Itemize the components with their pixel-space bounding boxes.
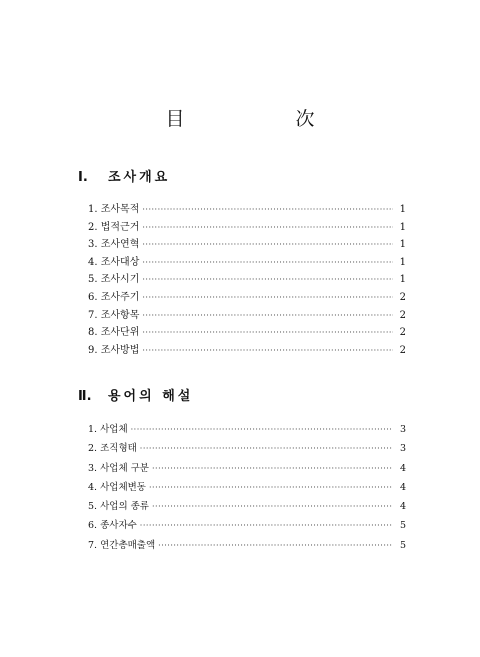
dot-leader: [142, 342, 393, 360]
toc-entry-label: 7. 조사항목: [88, 309, 140, 321]
toc-entry-label: 5. 조사시기: [88, 274, 140, 286]
toc-entry[interactable]: [88, 236, 406, 254]
dot-leader: [140, 516, 393, 535]
toc-entry-page: 3: [399, 424, 406, 435]
dot-leader: [142, 219, 393, 237]
toc-entry-page: 1: [399, 204, 406, 215]
toc-entry[interactable]: [88, 516, 406, 535]
dot-leader: [142, 271, 393, 289]
dot-leader: [142, 307, 393, 325]
toc-entry-label: 1. 사업체: [88, 424, 128, 435]
toc-entry-page: 1: [399, 256, 406, 268]
dot-leader: [140, 439, 393, 458]
section-numeral: Ⅱ.: [78, 389, 92, 404]
toc-entry-page: 4: [399, 462, 406, 474]
toc-entry[interactable]: [88, 271, 406, 289]
toc-list-section-1: [88, 201, 406, 359]
dot-leader: [149, 478, 393, 497]
toc-entry[interactable]: [88, 420, 406, 439]
section-numeral: Ⅰ.: [78, 170, 88, 185]
toc-entry-label: 1. 조사목적: [88, 204, 140, 215]
dot-leader: [131, 420, 393, 439]
toc-entry-label: 3. 사업체 구분: [88, 462, 149, 474]
section-heading-2: [78, 385, 193, 404]
dot-leader: [152, 459, 393, 478]
toc-entry-page: 5: [399, 539, 406, 551]
toc-entry-label: 5. 사업의 종류: [88, 501, 149, 513]
toc-entry-label: 6. 조사주기: [88, 291, 140, 303]
toc-entry-page: 2: [399, 291, 406, 303]
dot-leader: [142, 201, 393, 219]
toc-entry[interactable]: [88, 201, 406, 219]
dot-leader: [152, 497, 393, 516]
toc-entry[interactable]: [88, 289, 406, 307]
section-title: 용어의 해설: [108, 389, 194, 404]
dot-leader: [142, 289, 393, 307]
toc-entry-page: 3: [399, 443, 406, 455]
toc-entry[interactable]: [88, 307, 406, 325]
toc-entry-label: 4. 사업체변동: [88, 481, 146, 493]
toc-entry[interactable]: [88, 219, 406, 237]
toc-entry-label: 2. 법적근거: [88, 221, 140, 233]
toc-entry-label: 8. 조사단위: [88, 327, 140, 339]
dot-leader: [142, 236, 393, 254]
toc-entry-page: 1: [399, 274, 406, 286]
toc-entry-label: 9. 조사방법: [88, 344, 140, 356]
toc-entry-page: 2: [399, 327, 406, 339]
dot-leader: [142, 254, 393, 272]
toc-entry-page: 4: [399, 481, 406, 493]
toc-entry[interactable]: [88, 439, 406, 458]
toc-entry-page: 5: [399, 520, 406, 532]
toc-entry-page: 1: [399, 239, 406, 251]
toc-entry[interactable]: [88, 342, 406, 360]
dot-leader: [142, 324, 393, 342]
toc-entry[interactable]: [88, 459, 406, 478]
dot-leader: [158, 536, 393, 555]
section-title: 조사개요: [108, 170, 171, 185]
toc-entry-page: 2: [399, 344, 406, 356]
toc-entry-page: 2: [399, 309, 406, 321]
toc-entry-label: 3. 조사연혁: [88, 239, 140, 251]
section-heading-1: [78, 166, 170, 185]
toc-entry-label: 4. 조사대상: [88, 256, 140, 268]
toc-entry-page: 1: [399, 221, 406, 233]
toc-entry[interactable]: [88, 497, 406, 516]
toc-list-section-2: [88, 420, 406, 555]
toc-entry-label: 2. 조직형태: [88, 443, 137, 455]
toc-entry[interactable]: [88, 324, 406, 342]
toc-entry[interactable]: [88, 254, 406, 272]
toc-entry-label: 6. 종사자수: [88, 520, 137, 532]
toc-entry-page: 4: [399, 501, 406, 513]
toc-entry-label: 7. 연간총매출액: [88, 539, 156, 551]
toc-entry[interactable]: [88, 536, 406, 555]
toc-entry[interactable]: [88, 478, 406, 497]
page-title: 目 次: [165, 108, 361, 130]
